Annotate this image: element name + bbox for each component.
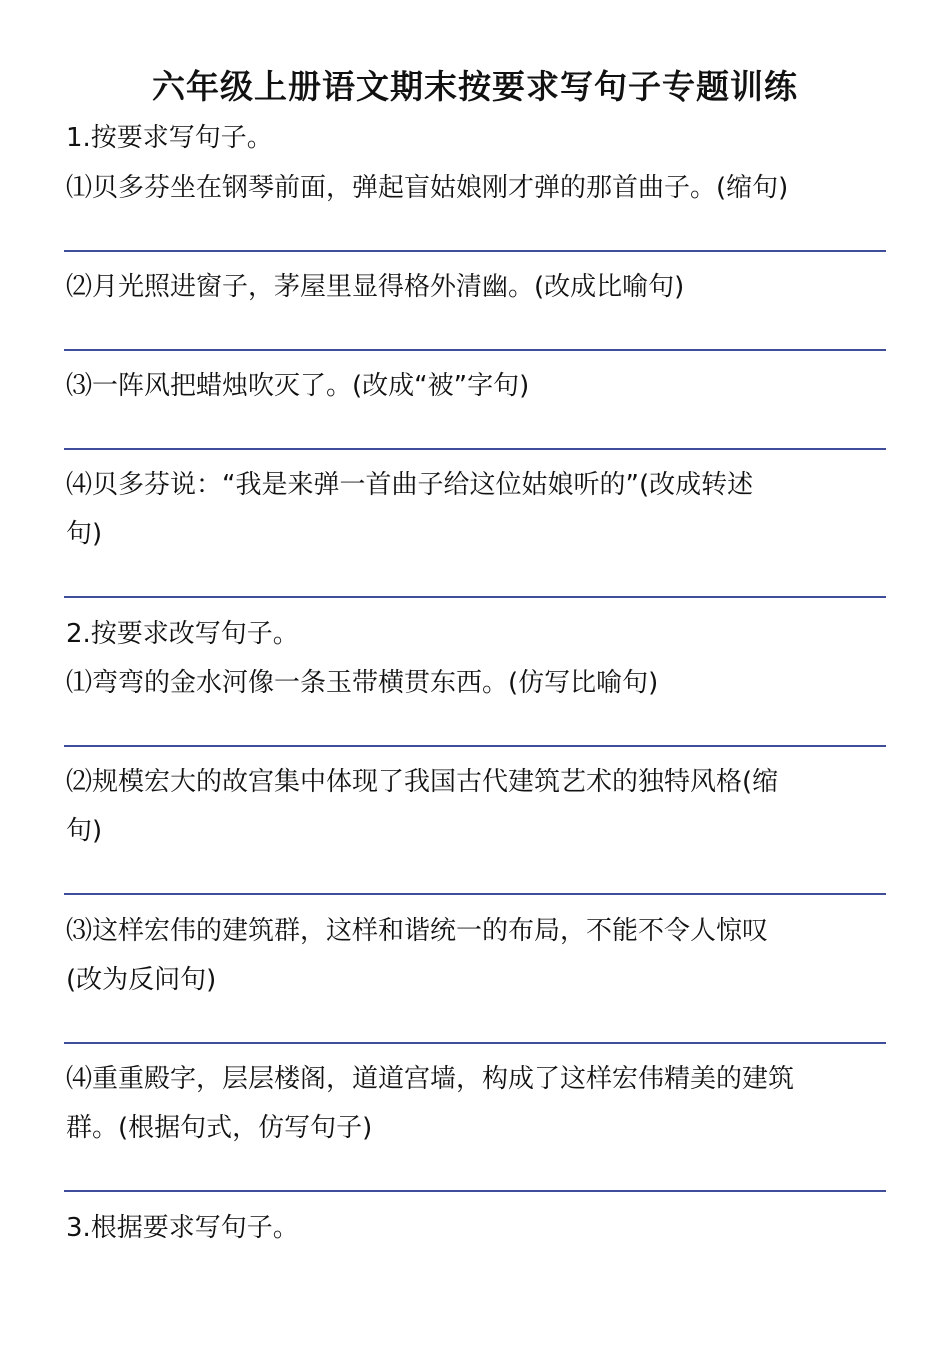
page-title: 六年级上册语文期末按要求写句子专题训练 [152, 67, 798, 106]
answer-line[interactable] [64, 893, 886, 895]
section-heading: 2.按要求改写句子。 [66, 619, 299, 649]
answer-line[interactable] [64, 745, 886, 747]
section-heading: 1.按要求写句子。 [66, 123, 273, 153]
question-text-continued: 句) [66, 816, 103, 846]
question-text: ⑷重重殿字，层层楼阁，道道宫墙，构成了这样宏伟精美的建筑 [66, 1064, 795, 1094]
answer-line[interactable] [64, 349, 886, 351]
question-text: ⑷贝多芬说：“我是来弹一首曲子给这位姑娘听的”(改成转述 [66, 470, 754, 500]
answer-line[interactable] [64, 1190, 886, 1192]
section-heading: 3.根据要求写句子。 [66, 1213, 299, 1243]
answer-line[interactable] [64, 1042, 886, 1044]
question-text: ⑵月光照进窗子，茅屋里显得格外清幽。(改成比喻句) [66, 272, 685, 302]
answer-line[interactable] [64, 448, 886, 450]
question-text-continued: 群。(根据句式，仿写句子) [66, 1113, 373, 1143]
question-text: ⑶这样宏伟的建筑群，这样和谐统一的布局，不能不令人惊叹 [66, 916, 769, 946]
question-text: ⑶一阵风把蜡烛吹灭了。(改成“被”字句) [66, 371, 530, 401]
question-text-continued: (改为反问句) [66, 965, 217, 995]
answer-line[interactable] [64, 250, 886, 252]
question-text: ⑵规模宏大的故宫集中体现了我国古代建筑艺术的独特风格(缩 [66, 767, 779, 797]
question-text: ⑴贝多芬坐在钢琴前面，弹起盲姑娘刚才弹的那首曲子。(缩句) [66, 173, 789, 203]
question-text: ⑴弯弯的金水河像一条玉带横贯东西。(仿写比喻句) [66, 668, 659, 698]
question-text-continued: 句) [66, 519, 103, 549]
answer-line[interactable] [64, 596, 886, 598]
